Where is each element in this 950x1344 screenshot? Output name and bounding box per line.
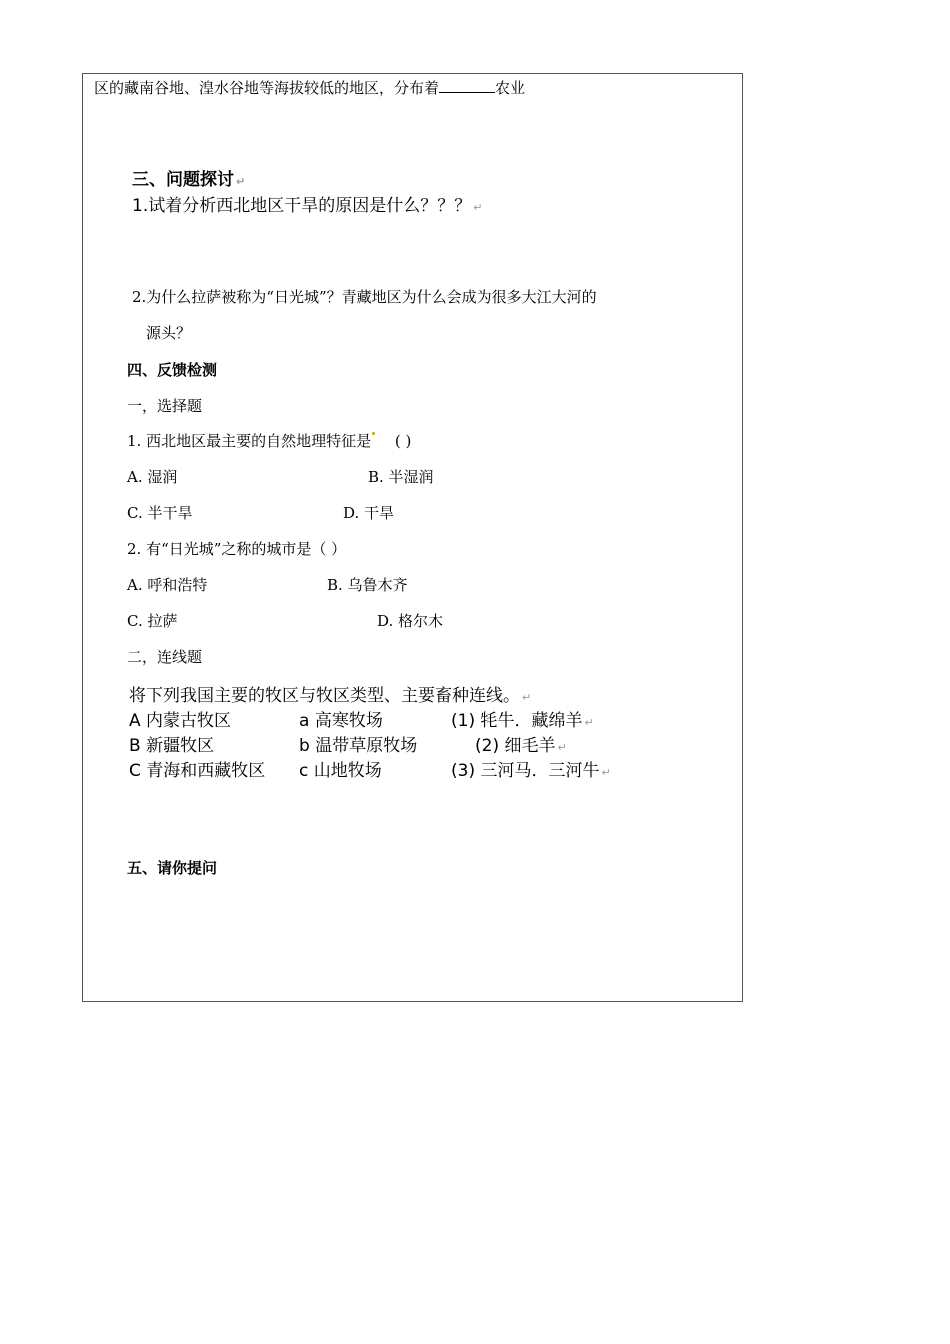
option-1a: A. 湿润: [127, 468, 178, 486]
option-2c: C. 拉萨: [127, 612, 178, 630]
match-animal-1: (1) 牦牛．藏绵羊 ↵: [451, 711, 594, 731]
option-1d: D. 干旱: [343, 504, 395, 522]
paragraph-mark-icon: ↵: [473, 201, 483, 214]
intro-text-end: 农业: [495, 79, 526, 97]
choice-question-1: 1. 西北地区最主要的自然地理特征是 ( ): [127, 432, 412, 450]
match-region-c: C 青海和西藏牧区: [129, 761, 266, 781]
section3-heading: 三、问题探讨 ↵: [132, 170, 246, 190]
section5-heading: 五、请你提问: [127, 859, 218, 877]
match-animal-3: (3) 三河马．三河牛 ↵: [451, 761, 611, 781]
option-2d: D. 格尔木: [377, 612, 444, 630]
question-3-2-line2: 源头？: [146, 324, 192, 342]
match-animal-2: (2) 细毛羊 ↵: [475, 736, 567, 756]
option-1c: C. 半干旱: [127, 504, 193, 522]
fill-blank[interactable]: [439, 79, 495, 93]
match-type-c: c 山地牧场: [299, 761, 382, 781]
paragraph-mark-icon: ↵: [236, 175, 246, 188]
matching-section-title: 二，连线题: [127, 648, 203, 666]
option-2a: A. 呼和浩特: [127, 576, 208, 594]
option-1b: B. 半湿润: [368, 468, 434, 486]
match-region-b: B 新疆牧区: [129, 736, 215, 756]
match-type-b: b 温带草原牧场: [299, 736, 418, 756]
paragraph-mark-icon: ↵: [601, 766, 611, 779]
choice-question-2: 2. 有“日光城”之称的城市是（ ）: [127, 540, 347, 558]
answer-paren: ( ): [394, 432, 412, 450]
match-type-a: a 高寒牧场: [299, 711, 383, 731]
question-3-2-line1: 2.为什么拉萨被称为“日光城”？青藏地区为什么会成为很多大江大河的: [132, 288, 597, 306]
paragraph-mark-icon: ↵: [557, 741, 567, 754]
question-3-1: 1.试着分析西北地区干旱的原因是什么？？？ ↵: [132, 196, 483, 216]
section4-heading: 四、反馈检测: [127, 361, 218, 379]
paragraph-mark-icon: ↵: [522, 691, 532, 704]
choice-section-title: 一，选择题: [127, 397, 203, 415]
match-region-a: A 内蒙古牧区: [129, 711, 232, 731]
option-2b: B. 乌鲁木齐: [327, 576, 408, 594]
marker-dot: [372, 432, 375, 435]
intro-line: [94, 79, 525, 97]
paragraph-mark-icon: ↵: [584, 716, 594, 729]
matching-intro: 将下列我国主要的牧区与牧区类型、主要畜种连线。 ↵: [129, 686, 532, 706]
intro-text: 区的藏南谷地、湟水谷地等海拔较低的地区，分布着: [94, 79, 440, 97]
